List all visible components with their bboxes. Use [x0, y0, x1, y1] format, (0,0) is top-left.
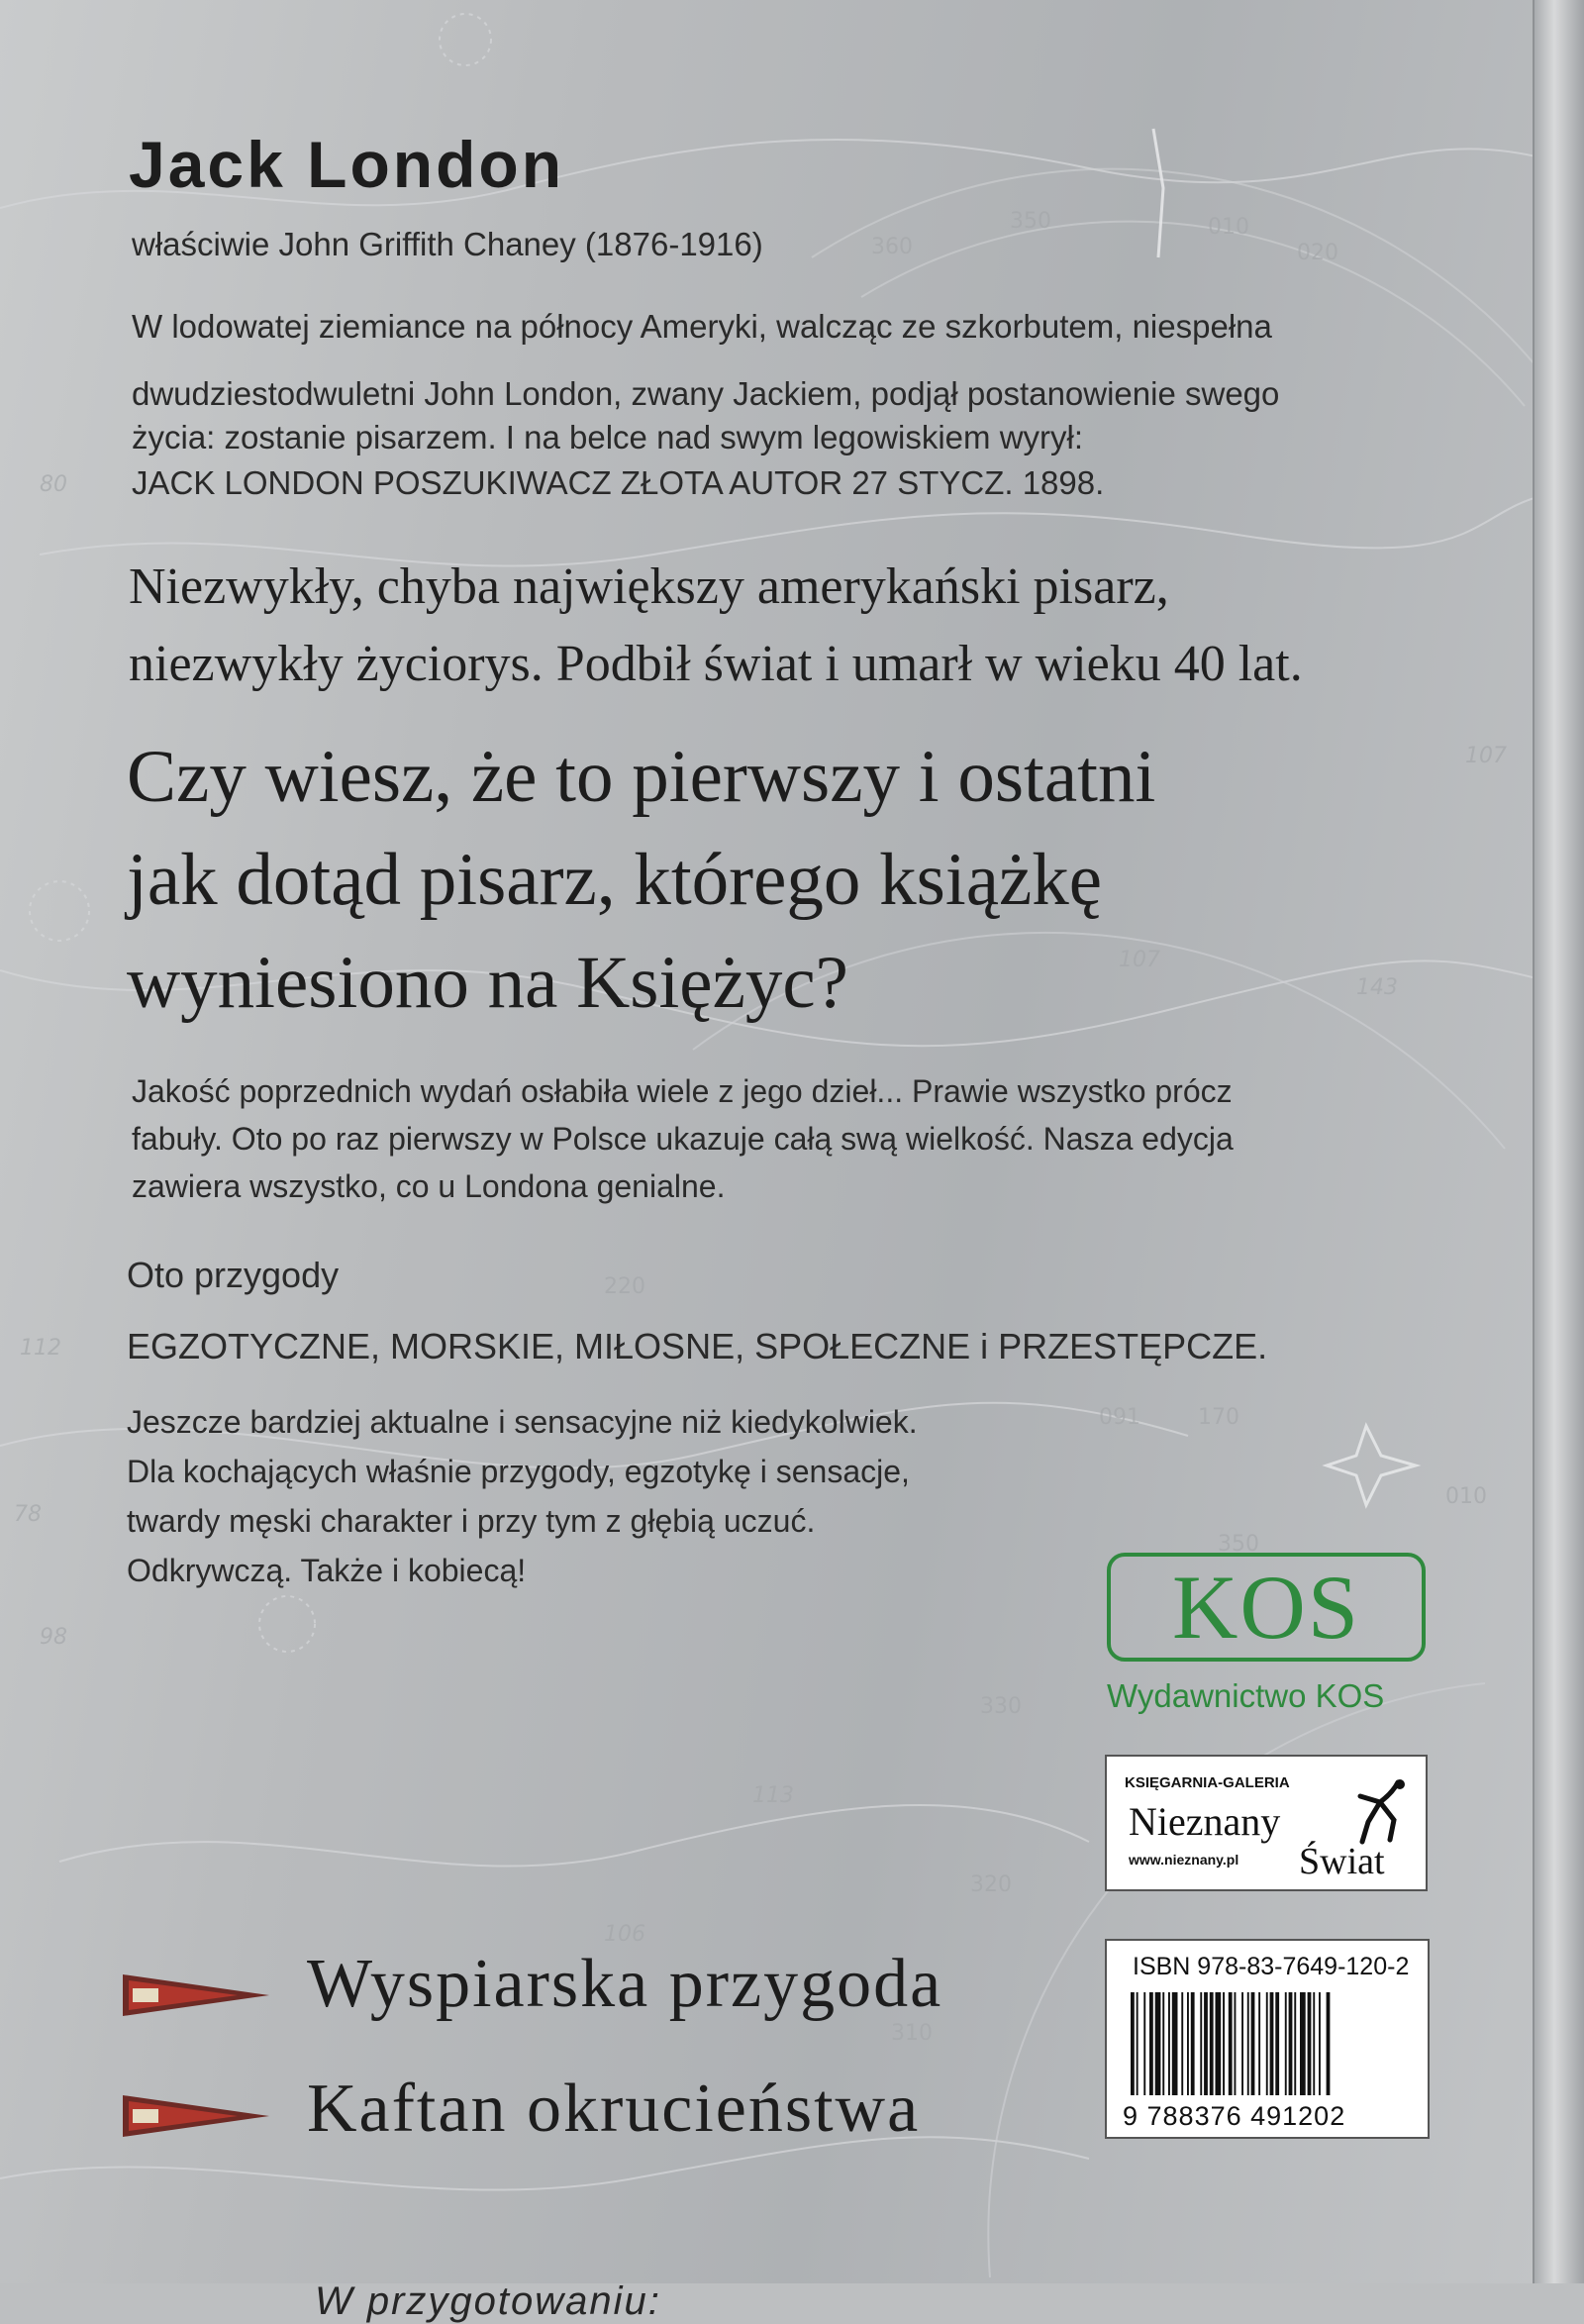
barcode-bar [1216, 1992, 1222, 2095]
adventures-list: EGZOTYCZNE, MORSKIE, MIŁOSNE, SPOŁECZNE i PRZESTĘPCZE. [127, 1326, 1268, 1366]
barcode-bar [1204, 1992, 1208, 2095]
question-line: wyniesiono na Księżyc? [127, 942, 848, 1024]
barcode-bar [1131, 1992, 1135, 2095]
closing-line: Jeszcze bardziej aktualne i sensacyjne niż kiedykolwiek. [127, 1404, 918, 1440]
barcode-bar [1181, 1992, 1183, 2095]
barcode-bar [1289, 1992, 1293, 2095]
closing-line: twardy męski charakter i przy tym z głębią uczuć. [127, 1503, 816, 1539]
question-line: Czy wiesz, że to pierwszy i ostatni [127, 736, 1156, 818]
kos-logo [1107, 1553, 1426, 1662]
edition-line: zawiera wszystko, co u Londona genialne. [132, 1168, 726, 1204]
barcode-bar [1251, 1992, 1255, 2095]
pennant-flag-icon [121, 2091, 271, 2141]
bookshop-logo [1105, 1755, 1428, 1891]
barcode-bar [1285, 1992, 1287, 2095]
barcode-bar [1210, 1992, 1214, 2095]
edition-line: fabuły. Oto po raz pierwszy w Polsce ukazuje całą swą wielkość. Nasza edycja [132, 1121, 1234, 1157]
bookshop-line-4: Świat [1299, 1841, 1385, 1882]
barcode-bar [1143, 1992, 1145, 2095]
closing-line: Dla kochających właśnie przygody, egzotykę i sensacje, [127, 1454, 910, 1489]
svg-text:320: 320 [970, 1872, 1012, 1897]
barcode-bar [1191, 1992, 1195, 2095]
svg-text:107: 107 [1465, 744, 1507, 768]
barcode-bar [1168, 1992, 1170, 2095]
barcode-bar [1155, 1992, 1161, 2095]
barcode-bar [1300, 1992, 1306, 2095]
barcode-bar [1137, 1992, 1138, 2095]
closing-line: Odkrywczą. Także i kobiecą! [127, 1553, 527, 1588]
intro-line: JACK LONDON POSZUKIWACZ ZŁOTA AUTOR 27 STYCZ. 1898. [132, 464, 1105, 501]
svg-text:220: 220 [604, 1274, 645, 1299]
intro-line: dwudziestodwuletni John London, zwany Jackiem, podjął postanowienie swego [132, 375, 1280, 412]
upcoming-title: Kaftan okrucieństwa [307, 2071, 921, 2147]
barcode-bar [1294, 1992, 1296, 2095]
author-real-name: właściwie John Griffith Chaney (1876-1916) [132, 226, 763, 262]
svg-text:170: 170 [1198, 1405, 1239, 1430]
barcode-bar [1327, 1992, 1331, 2095]
svg-text:112: 112 [20, 1336, 61, 1361]
bookshop-line-1: KSIĘGARNIA-GALERIA [1125, 1774, 1290, 1791]
intro-line: W lodowatej ziemiance na północy Ameryki, walcząc ze szkorbutem, niespełna [132, 308, 1272, 345]
barcode-bar [1266, 1992, 1268, 2095]
intro-line: życia: zostanie pisarzem. I na belce nad swym legowiskiem wyrył: [132, 419, 1084, 455]
svg-text:78: 78 [14, 1502, 42, 1527]
svg-text:113: 113 [752, 1783, 794, 1808]
tagline-line: niezwykły życiorys. Podbił świat i umarł w wieku 40 lat. [129, 636, 1303, 692]
tagline-line: Niezwykły, chyba największy amerykański pisarz, [129, 558, 1169, 615]
svg-text:360: 360 [871, 235, 913, 259]
barcode-bar [1200, 1992, 1202, 2095]
svg-text:350: 350 [1218, 1532, 1259, 1557]
svg-text:106: 106 [604, 1922, 645, 1947]
barcode-bar [1172, 1992, 1178, 2095]
svg-text:107: 107 [1119, 948, 1160, 972]
barcode-bar [1270, 1992, 1274, 2095]
svg-text:330: 330 [980, 1694, 1022, 1719]
svg-text:020: 020 [1297, 241, 1338, 265]
barcode-bar [1187, 1992, 1189, 2095]
barcode-bar [1223, 1992, 1225, 2095]
pennant-flag-icon [121, 1970, 271, 2020]
barcode-icon [1129, 1992, 1410, 2099]
isbn-label: ISBN 978-83-7649-120-2 [1133, 1953, 1410, 1980]
barcode-bar [1313, 1992, 1315, 2095]
barcode-bar [1319, 1992, 1321, 2095]
isbn-barcode-box [1105, 1939, 1430, 2139]
barcode-bar [1235, 1992, 1237, 2095]
svg-text:310: 310 [891, 2021, 933, 2046]
barcode-bar [1241, 1992, 1243, 2095]
svg-text:010: 010 [1445, 1484, 1487, 1509]
barcode-bar [1258, 1992, 1260, 2095]
edition-line: Jakość poprzednich wydań osłabiła wiele z jego dzieł... Prawie wszystko prócz [132, 1073, 1233, 1109]
author-name: Jack London [129, 128, 565, 201]
adventures-intro: Oto przygody [127, 1255, 340, 1295]
upcoming-title: Wyspiarska przygoda [307, 1946, 943, 2022]
barcode-bar [1308, 1992, 1312, 2095]
barcode-bar [1275, 1992, 1279, 2095]
barcode-bar [1162, 1992, 1164, 2095]
svg-text:350: 350 [1010, 209, 1051, 234]
svg-text:98: 98 [40, 1625, 67, 1650]
upcoming-heading: W przygotowaniu: [315, 2279, 661, 2323]
kos-logo-text: KOS [1171, 1557, 1361, 1658]
barcode-bar [1247, 1992, 1249, 2095]
svg-text:091: 091 [1099, 1405, 1140, 1430]
isbn-digits: 9 788376 491202 [1123, 2101, 1346, 2131]
barcode-bar [1149, 1992, 1153, 2095]
svg-text:010: 010 [1208, 215, 1249, 240]
bookshop-url: www.nieznany.pl [1129, 1852, 1239, 1868]
publisher-name: Wydawnictwo KOS [1107, 1677, 1385, 1714]
book-spine-edge [1533, 0, 1584, 2283]
svg-text:143: 143 [1356, 975, 1398, 1000]
leaping-figure-icon [1354, 1776, 1410, 1846]
svg-text:80: 80 [40, 472, 67, 497]
question-line: jak dotąd pisarz, którego książkę [127, 839, 1103, 921]
barcode-bar [1229, 1992, 1233, 2095]
bookshop-line-2: Nieznany [1129, 1799, 1281, 1844]
